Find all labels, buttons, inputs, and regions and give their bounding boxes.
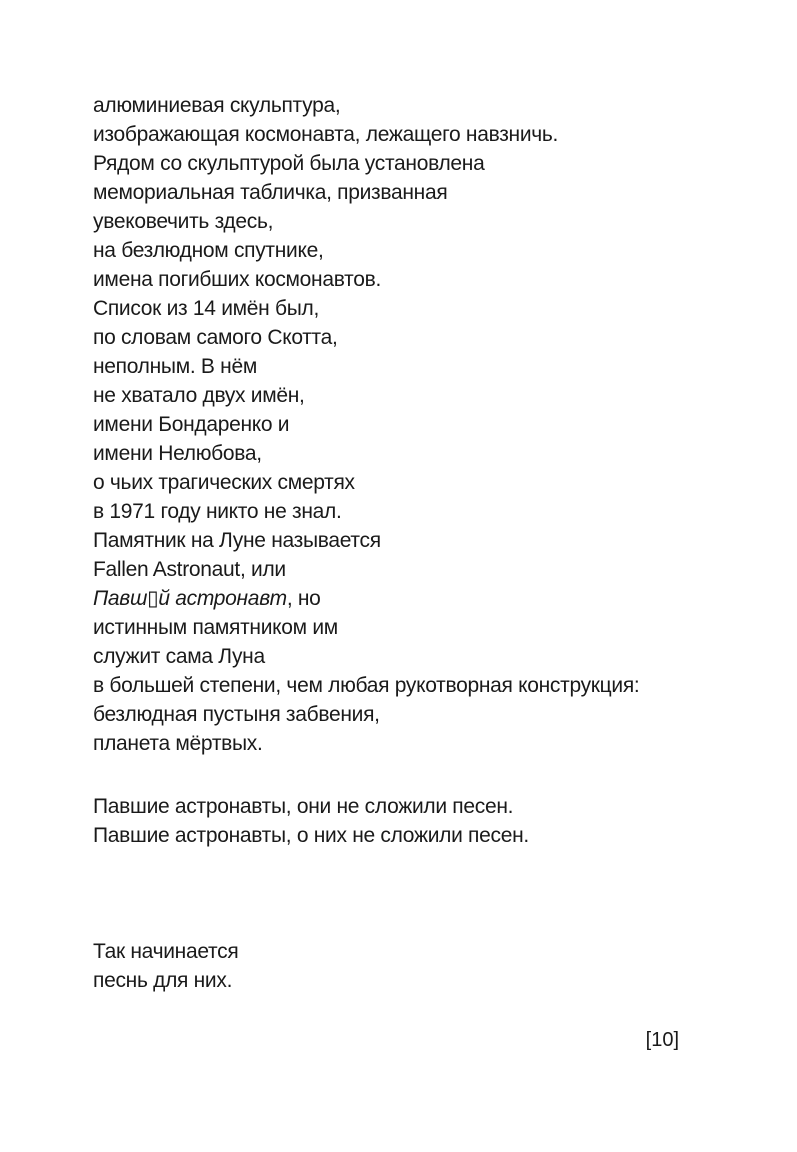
text-line: алюминиевая скульптура, [93,94,341,117]
stanza [93,937,238,995]
text-line: служит сама Луна [93,645,265,668]
text-line: Павшие астронавты, о них не сложили песен. [93,824,529,847]
text-line: по словам самого Скотта, [93,326,338,349]
text-line: Так начинается [93,940,239,963]
text-line: не хватало двух имён, [93,384,305,407]
text-line: песнь для них. [93,969,233,992]
text-line: мемориальная табличка, призванная [93,181,448,204]
text-line: неполным. В нём [93,355,257,378]
text-line: Памятник на Луне называется [93,529,381,552]
text-line: Павшие астронавты, они не сложили песен. [93,795,514,818]
text-line: имена погибших космонавтов. [93,268,381,291]
text-line: на безлюдном спутнике, [93,239,324,262]
text-line: в большей степени, чем любая рукотворная конструкция: [93,674,640,697]
italic-phrase: Павш▯й астронавт [93,587,287,610]
text-line: имени Нелюбова, [93,442,262,465]
text-line: Рядом со скульптурой была установлена [93,152,485,175]
text-line: изображающая космонавта, лежащего навзничь. [93,123,559,146]
text-line: истинным памятником им [93,616,338,639]
text-line: в 1971 году никто не знал. [93,500,342,523]
text-line: имени Бондаренко и [93,413,290,436]
stanza [93,91,639,758]
text-line: планета мёртвых. [93,732,263,755]
text-line: о чьих трагических смертях [93,471,355,494]
page-number: [10] [645,1029,679,1051]
text-fragment: , но [286,587,321,610]
text-line: Fallen Astronaut, или [93,558,286,581]
text-line: увековечить здесь, [93,210,274,233]
stanza [93,792,529,850]
text-line: безлюдная пустыня забвения, [93,703,380,726]
text-line: Список из 14 имён был, [93,297,319,320]
text-line [93,584,639,613]
